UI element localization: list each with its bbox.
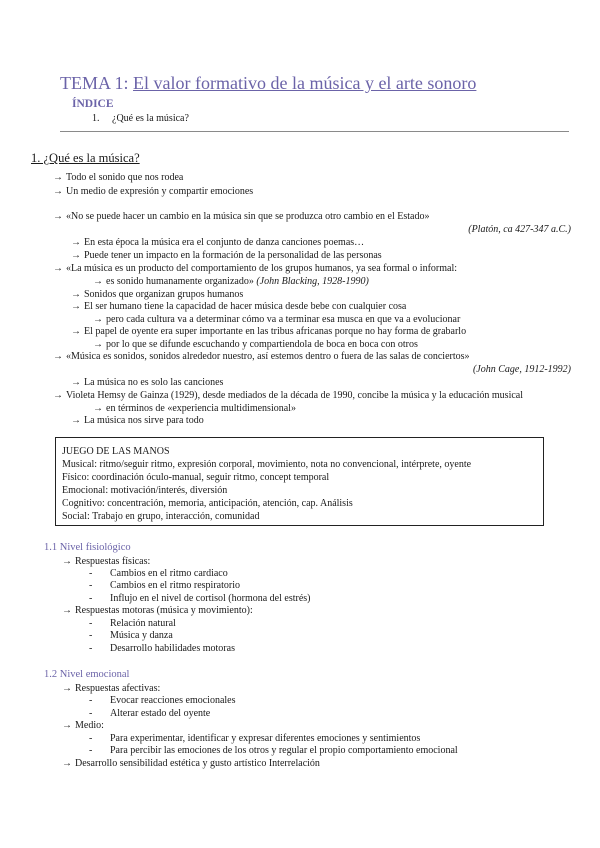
bullet-line: → Sonidos que organizan grupos humanos bbox=[71, 289, 244, 300]
index-item-text: ¿Qué es la música? bbox=[112, 113, 189, 124]
bullet-line: → Desarrollo sensibilidad estética y gusto artístico Interrelación bbox=[62, 758, 320, 769]
divider bbox=[60, 131, 569, 132]
section-heading: 1. ¿Qué es la música? bbox=[31, 151, 140, 165]
arrow-icon: → bbox=[53, 351, 63, 362]
index-item-number: 1. bbox=[92, 113, 100, 124]
title-link[interactable]: El valor formativo de la música y el arte sonoro bbox=[133, 73, 477, 93]
citation: (Platón, ca 427-347 a.C.) bbox=[468, 224, 571, 235]
bullet-line: → por lo que se difunde escuchando y compartiendola de boca en boca con otros bbox=[93, 339, 418, 350]
bullet-line: → El ser humano tiene la capacidad de hacer música desde bebe con cualquier cosa bbox=[71, 301, 407, 312]
bullet-line: → Un medio de expresión y compartir emociones bbox=[53, 186, 254, 197]
bullet-line: → La música nos sirve para todo bbox=[71, 415, 204, 426]
bullet-line: → Respuestas físicas: bbox=[62, 556, 151, 567]
dash-item: - Desarrollo habilidades motoras bbox=[89, 643, 235, 654]
page-title bbox=[60, 73, 476, 94]
dash-item: - Para experimentar, identificar y expresar diferentes emociones y sentimientos bbox=[89, 733, 421, 744]
box-title: JUEGO DE LAS MANOS bbox=[62, 446, 170, 457]
bullet-line: → En esta época la música era el conjunto de danza canciones poemas… bbox=[71, 237, 365, 248]
bullet-line: → en términos de «experiencia multidimensional» bbox=[93, 403, 296, 414]
dash-item: - Música y danza bbox=[89, 630, 173, 641]
dash-marker: - bbox=[89, 568, 93, 579]
citation: (John Blacking, 1928-1990) bbox=[256, 276, 369, 287]
bullet-line: → La música no es solo las canciones bbox=[71, 377, 224, 388]
juego-de-las-manos-box bbox=[55, 437, 544, 526]
dash-item: - Evocar reacciones emocionales bbox=[89, 695, 236, 706]
title-prefix: TEMA 1: bbox=[60, 73, 134, 93]
dash-item: - Cambios en el ritmo respiratorio bbox=[89, 580, 240, 591]
dash-marker: - bbox=[89, 708, 93, 719]
bullet-line: → Violeta Hemsy de Gainza (1929), desde mediados de la década de 1990, concibe la música y la educación musical bbox=[53, 390, 524, 401]
arrow-icon: → bbox=[71, 326, 81, 337]
bullet-line: → Puede tener un impacto en la formación de la personalidad de las personas bbox=[71, 250, 382, 261]
arrow-icon: → bbox=[53, 263, 63, 274]
arrow-icon: → bbox=[62, 683, 72, 694]
arrow-icon: → bbox=[71, 301, 81, 312]
citation: (John Cage, 1912-1992) bbox=[472, 364, 571, 375]
bullet-line: → Todo el sonido que nos rodea bbox=[53, 172, 184, 183]
arrow-icon: → bbox=[93, 339, 103, 350]
arrow-icon: → bbox=[71, 415, 81, 426]
dash-item: - Para percibir las emociones de los otros y regular el propio comportamiento emocional bbox=[89, 745, 458, 756]
arrow-icon: → bbox=[53, 390, 63, 401]
bullet-line: → Respuestas motoras (música y movimiento): bbox=[62, 605, 253, 616]
arrow-icon: → bbox=[53, 172, 63, 183]
arrow-icon: → bbox=[71, 250, 81, 261]
bullet-line: → pero cada cultura va a determinar cómo va a terminar esa musca en que va a evolucionar bbox=[93, 314, 461, 325]
index-heading: ÍNDICE bbox=[72, 98, 114, 110]
box-line-cognitivo: Cognitivo: concentración, memoria, anticipación, atención, cap. Análisis bbox=[62, 498, 353, 509]
box-line-emocional: Emocional: motivación/interés, diversión bbox=[62, 485, 228, 496]
subsection-heading: 1.2 Nivel emocional bbox=[44, 669, 130, 680]
subsection-heading: 1.1 Nivel fisiológico bbox=[44, 542, 131, 553]
bullet-line: → Medio: bbox=[62, 720, 104, 731]
dash-marker: - bbox=[89, 695, 93, 706]
index-item[interactable] bbox=[92, 113, 189, 124]
arrow-icon: → bbox=[62, 556, 72, 567]
arrow-icon: → bbox=[62, 758, 72, 769]
arrow-icon: → bbox=[93, 276, 103, 287]
dash-item: - Cambios en el ritmo cardiaco bbox=[89, 568, 228, 579]
arrow-icon: → bbox=[93, 314, 103, 325]
arrow-icon: → bbox=[71, 237, 81, 248]
dash-marker: - bbox=[89, 733, 93, 744]
box-line-fisico: Físico: coordinación óculo-manual, seguir ritmo, concept temporal bbox=[62, 472, 330, 483]
bullet-line: → «No se puede hacer un cambio en la música sin que se produzca otro cambio en el Estado» bbox=[53, 211, 430, 222]
arrow-icon: → bbox=[62, 720, 72, 731]
dash-marker: - bbox=[89, 593, 93, 604]
dash-item: - Alterar estado del oyente bbox=[89, 708, 211, 719]
arrow-icon: → bbox=[71, 377, 81, 388]
dash-marker: - bbox=[89, 580, 93, 591]
arrow-icon: → bbox=[71, 289, 81, 300]
box-line-musical: Musical: ritmo/seguir ritmo, expresión corporal, movimiento, nota no convencional, intérprete, oyente bbox=[62, 459, 472, 470]
dash-marker: - bbox=[89, 618, 93, 629]
box-line-social: Social: Trabajo en grupo, interacción, comunidad bbox=[62, 511, 260, 522]
bullet-line: → Respuestas afectivas: bbox=[62, 683, 161, 694]
arrow-icon: → bbox=[62, 605, 72, 616]
bullet-line: → El papel de oyente era super importante en las tribus africanas porque no hay forma de grabarlo bbox=[71, 326, 467, 337]
dash-marker: - bbox=[89, 643, 93, 654]
bullet-line: → «Música es sonidos, sonidos alrededor nuestro, así estemos dentro o fuera de las salas de conciertos» bbox=[53, 351, 470, 362]
dash-item: - Relación natural bbox=[89, 618, 176, 629]
arrow-icon: → bbox=[93, 403, 103, 414]
dash-item: - Influjo en el nivel de cortisol (hormona del estrés) bbox=[89, 593, 311, 604]
arrow-icon: → bbox=[53, 186, 63, 197]
dash-marker: - bbox=[89, 745, 93, 756]
arrow-icon: → bbox=[53, 211, 63, 222]
bullet-line: → «La música es un producto del comportamiento de los grupos humanos, ya sea formal o informal: bbox=[53, 263, 458, 274]
dash-marker: - bbox=[89, 630, 93, 641]
bullet-line: → es sonido humanamente organizado» (John Blacking, 1928-1990) bbox=[93, 276, 369, 287]
